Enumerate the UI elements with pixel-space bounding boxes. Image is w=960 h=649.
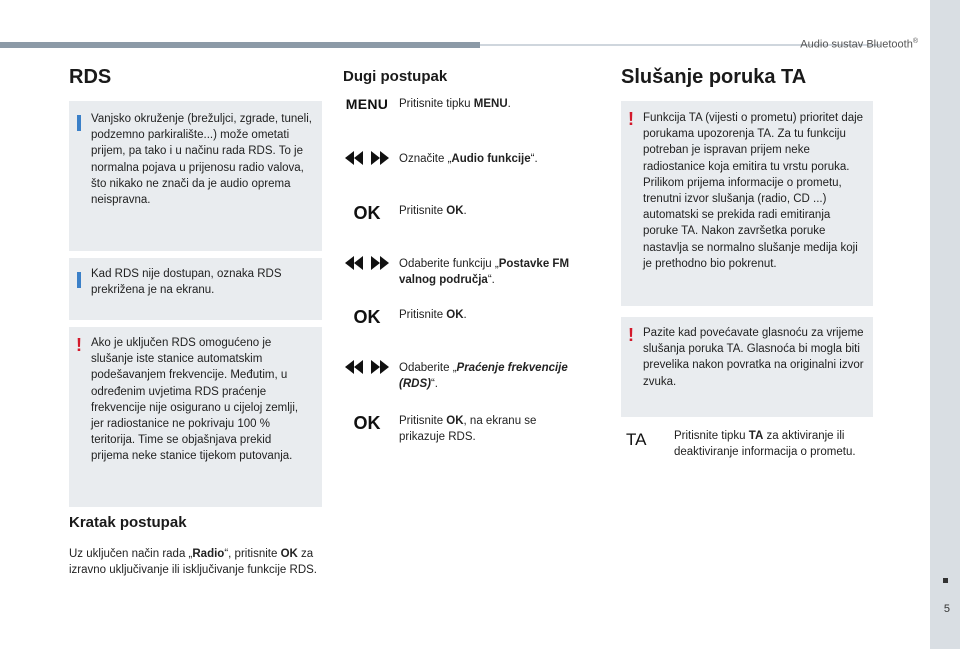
s2c: “.: [530, 153, 538, 165]
s1b: MENU: [473, 98, 508, 110]
s6a: Odaberite „: [399, 362, 457, 374]
warning-icon: !: [628, 325, 634, 345]
s5c: .: [463, 309, 467, 321]
kratak-heading: Kratak postupak: [69, 514, 187, 531]
s1a: Pritisnite tipku: [399, 98, 474, 110]
s7c: , na ekranu se prikazuje RDS.: [399, 415, 537, 444]
s5a: Pritisnite: [399, 309, 447, 321]
top-rule: [0, 42, 480, 48]
page-number: 5: [943, 603, 950, 615]
s4b: Postavke FM valnog područja: [399, 258, 570, 287]
s5b: OK: [446, 309, 464, 321]
s6b: Praćenje frekvencije (RDS): [399, 362, 568, 391]
rds-warning-text: Ako je uključen RDS omogućeno je slušanje iste stanice automatskim podešavanjem frekvencije. Međutim, u određenim uvjetima RDS praćenje frekvencije nije osigurano u cijeloj zemlji, jer radiostanice ne pokrivaju 100 % teritorija. Time se objašnjava prekid prijema neke stanice tijekom putovanja.: [91, 337, 299, 463]
s3a: Pritisnite: [399, 205, 447, 217]
s6c: “.: [430, 378, 438, 391]
warning-icon: !: [628, 109, 634, 129]
step-text: [399, 307, 584, 323]
s7b: OK: [446, 415, 464, 427]
step-ok-1: [343, 203, 588, 239]
info-icon: [77, 272, 81, 288]
header-title: Audio sustav Bluetooth: [800, 38, 913, 51]
kratak-text-b: “, pritisnite: [224, 548, 281, 560]
step-text: [399, 96, 584, 112]
step-select-rds: [343, 360, 588, 396]
ok-key-label: OK: [353, 307, 381, 327]
step-select-fm: [343, 256, 588, 292]
s3c: .: [463, 205, 467, 217]
s4c: “.: [487, 274, 495, 287]
step-select-audio: [343, 151, 588, 187]
ta-warning-box: [621, 101, 873, 306]
sidebar-strip: [930, 0, 960, 649]
step-text: [399, 256, 584, 288]
step-text: [399, 203, 584, 219]
ok-key-label: OK: [353, 413, 381, 433]
left-right-arrows-icon: [343, 256, 391, 292]
step-text: [399, 360, 584, 392]
trademark: ®: [912, 38, 918, 45]
s3b: OK: [446, 205, 464, 217]
ta-heading: Slušanje poruka TA: [621, 66, 807, 88]
ta-step: [621, 428, 873, 468]
left-right-arrows-icon: [343, 360, 391, 396]
ta-a: Pritisnite tipku: [674, 430, 749, 442]
ta-warning-text: Funkcija TA (vijesti o prometu) prioritet daje porukama upozorenja TA. Za tu funkciju potreban je ispravan prijem neke radiostanice koja emitira tu vrstu poruka. Prilikom prijema informacije o prometu, trenutni izvor slušanja (radio, CD ...) automatski se prekida radi emitiranja poruke TA. Nakon završetka poruke nastavlja se normalno slušanje medija koji je prethodno bio pokrenut.: [643, 112, 864, 270]
left-right-arrows-icon: [343, 151, 391, 187]
s7a: Pritisnite: [399, 415, 447, 427]
kratak-ok: OK: [280, 548, 298, 560]
step-text: [399, 151, 584, 167]
rds-warning-box: [69, 327, 322, 507]
ta-c: za aktiviranje ili deaktiviranje informacija o prometu.: [674, 430, 856, 459]
ta-b: TA: [748, 430, 764, 442]
s4a: Odaberite funkciju „: [399, 258, 499, 270]
rds-info-text-2: Kad RDS nije dostupan, oznaka RDS prekrižena je na ekranu.: [91, 268, 282, 297]
rds-info-box: [69, 101, 322, 251]
info-icon: [77, 115, 81, 131]
kratak-text-c: za izravno uključivanje ili isključivanje funkcije RDS.: [69, 548, 317, 577]
ta-key-label: TA: [626, 430, 647, 449]
ta-key-icon: [626, 430, 646, 450]
ta-step-text: [674, 428, 874, 460]
step-text: [399, 413, 584, 445]
ta-warning-box-2: [621, 317, 873, 417]
s2a: Označite „: [399, 153, 452, 165]
kratak-text: [69, 546, 322, 578]
dugi-heading: Dugi postupak: [343, 68, 448, 85]
menu-key-icon: [343, 96, 391, 132]
ok-key-icon: [343, 307, 391, 343]
s2b: Audio funkcije: [451, 153, 531, 165]
step-menu: [343, 96, 588, 132]
step-ok-2: [343, 307, 588, 343]
rds-heading: RDS: [69, 66, 112, 88]
ta-warning-text-2: Pazite kad povećavate glasnoću za vrijeme slušanja poruka TA. Glasnoća bi mogla biti prevelika nakon povratka na originalni izvor zvuka.: [643, 327, 864, 388]
ok-key-label: OK: [353, 203, 381, 223]
kratak-text-a: Uz uključen način rada „: [69, 548, 193, 560]
page-header: [800, 38, 918, 51]
rds-info-box-2: [69, 258, 322, 320]
ok-key-icon: [343, 203, 391, 239]
kratak-radio: Radio: [192, 548, 225, 560]
step-ok-3: [343, 413, 588, 449]
ok-key-icon: [343, 413, 391, 449]
rds-info-text: Vanjsko okruženje (brežuljci, zgrade, tuneli, podzemno parkiralište...) može ometati prijem, pa tako i u načinu rada RDS. To je normalna pojava u prijenosu radio valova, što nikako ne znači da je audio oprema neispravna.: [91, 113, 312, 207]
warning-icon: !: [76, 335, 82, 355]
menu-key-label: MENU: [345, 96, 389, 112]
s1c: .: [507, 98, 511, 110]
page-dot: [943, 578, 948, 583]
